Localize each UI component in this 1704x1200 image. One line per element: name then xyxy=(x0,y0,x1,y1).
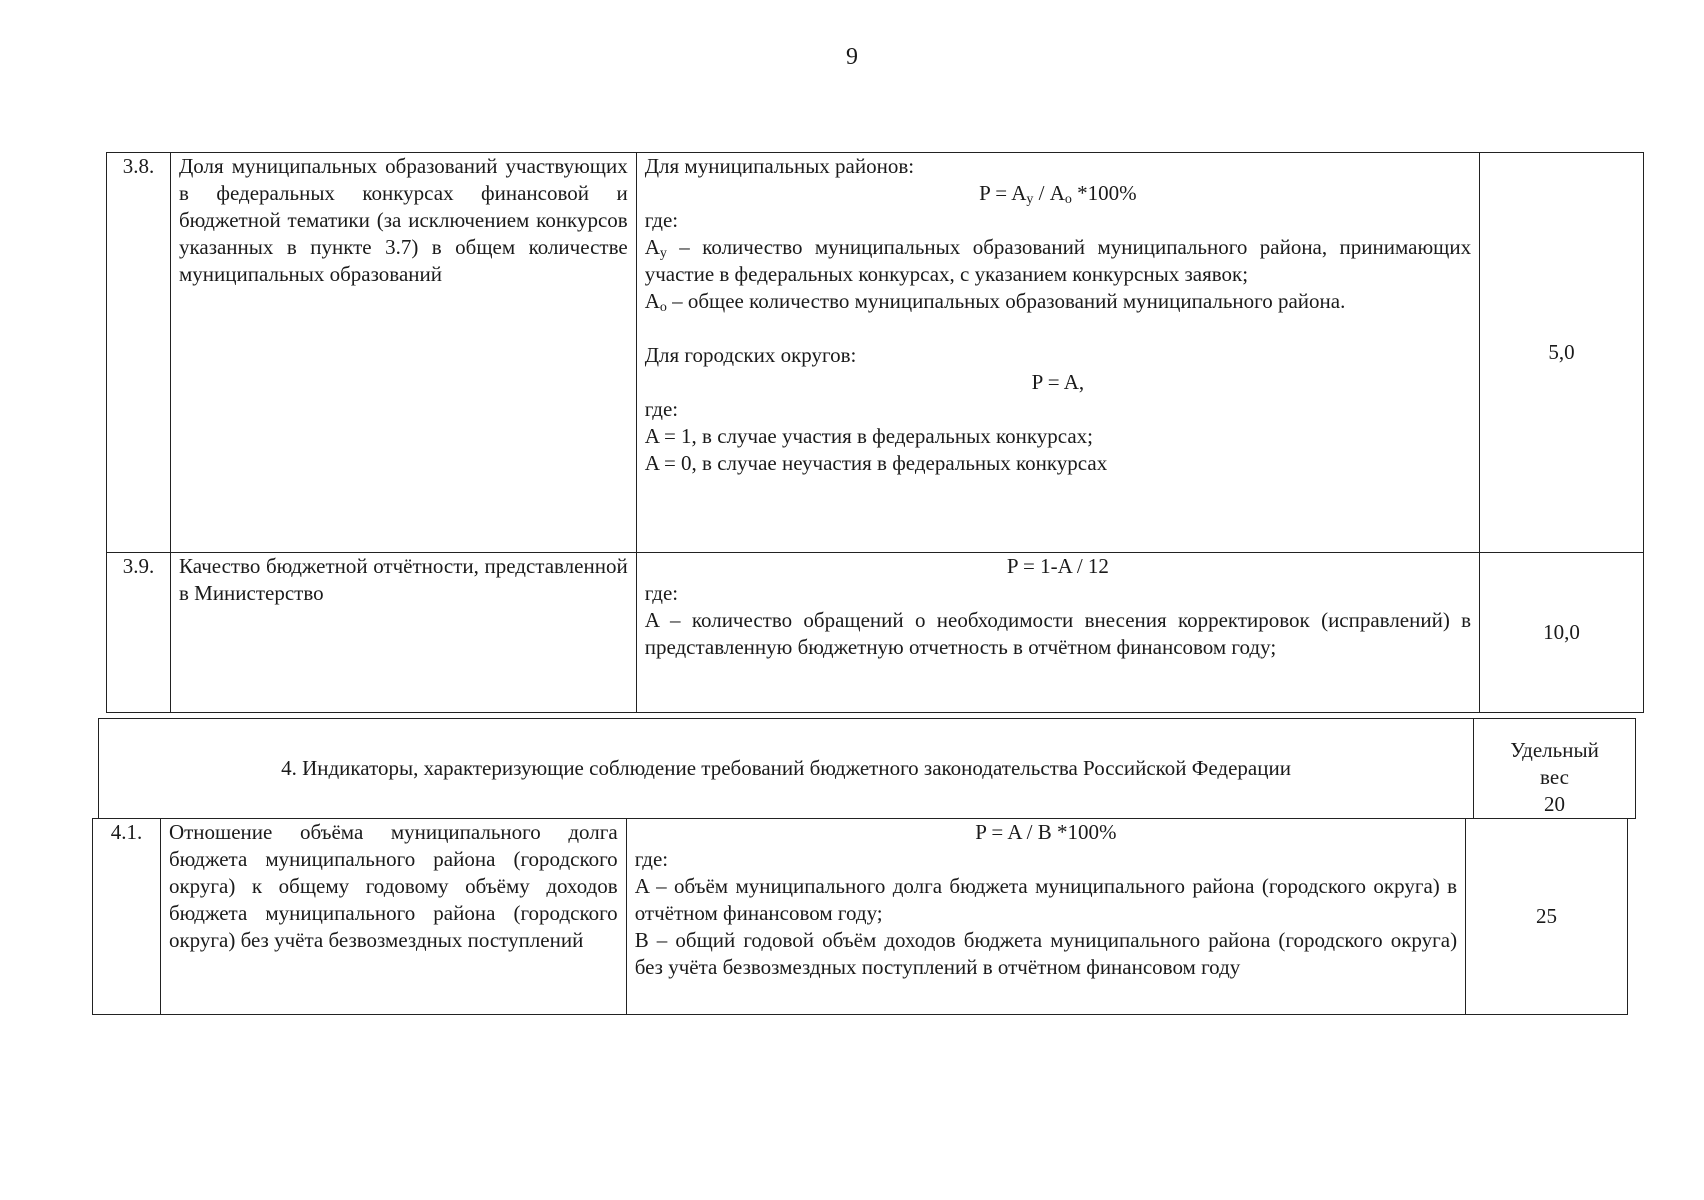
indicator-name: Отношение объёма муниципального долга бюджета муниципального района (городского округа) к общему годовому объёму доходов бюджета муниципального района (городского округа) без учёта безвозмездных поступлений xyxy=(160,819,626,1015)
go-formula: P = A, xyxy=(1031,370,1085,394)
go-heading: Для городских округов: xyxy=(644,343,857,367)
indicator-name: Качество бюджетной отчётности, представленной в Министерство xyxy=(170,553,636,713)
row-number: 3.9. xyxy=(107,553,171,713)
ao-definition: $A_о$ – общее количество муниципальных образований муниципального района. xyxy=(644,289,1346,315)
where-label: где: xyxy=(644,581,679,605)
formula: P = 1-A / 12 xyxy=(1006,554,1109,578)
indicator-weight: 25 xyxy=(1466,819,1628,1015)
where-label: где: xyxy=(644,397,679,421)
table-row-3-9 xyxy=(107,553,1644,713)
indicator-weight: 5,0 xyxy=(1480,153,1644,553)
indicators-table-part1 xyxy=(106,152,1644,713)
formula: P = A / B *100% xyxy=(975,820,1117,844)
section-weight xyxy=(1474,719,1636,819)
b-definition: B – общий годовой объём доходов бюджета муниципального района (городского округа) без учёта безвозмездных поступлений в отчётном финансовом году xyxy=(634,928,1458,979)
calculation-formula xyxy=(626,819,1465,1015)
row-number: 4.1. xyxy=(93,819,161,1015)
weight-label: вес xyxy=(1540,765,1569,789)
a-equals-0: A = 0, в случае неучастия в федеральных конкурсах xyxy=(644,451,1108,475)
table-row-3-8 xyxy=(107,153,1644,553)
table-row-4-1 xyxy=(93,819,1628,1015)
where-label: где: xyxy=(644,208,679,232)
mr-formula: $P = A_у / A_о$ *100% xyxy=(979,181,1137,207)
indicators-table-part2 xyxy=(92,818,1628,1015)
weight-label: Удельный xyxy=(1510,738,1599,762)
ay-definition: $A_у$ – количество муниципальных образований муниципального района, принимающих участие в федеральных конкурсах, с указанием конкурсных заявок; xyxy=(644,235,1472,286)
a-definition: A – количество обращений о необходимости внесения корректировок (исправлений) в представленную бюджетную отчетность в отчётном финансовом году; xyxy=(644,608,1472,659)
section-title: 4. Индикаторы, характеризующие соблюдение требований бюджетного законодательства Российской Федерации xyxy=(99,719,1474,819)
indicator-name: Доля муниципальных образований участвующих в федеральных конкурсах финансовой и бюджетной тематики (за исключением конкурсов указанных в пункте 3.7) в общем количестве муниципальных образований xyxy=(170,153,636,553)
where-label: где: xyxy=(634,847,669,871)
weight-value: 20 xyxy=(1544,792,1566,816)
page-number: 9 xyxy=(846,44,858,70)
indicator-weight: 10,0 xyxy=(1480,553,1644,713)
section-4-header xyxy=(98,718,1636,819)
row-number: 3.8. xyxy=(107,153,171,553)
a-definition: A – объём муниципального долга бюджета муниципального района (городского округа) в отчётном финансовом году; xyxy=(634,874,1458,925)
a-equals-1: A = 1, в случае участия в федеральных конкурсах; xyxy=(644,424,1093,448)
calculation-formula xyxy=(636,153,1479,553)
calculation-formula xyxy=(636,553,1479,713)
mr-heading: Для муниципальных районов: xyxy=(644,154,915,178)
